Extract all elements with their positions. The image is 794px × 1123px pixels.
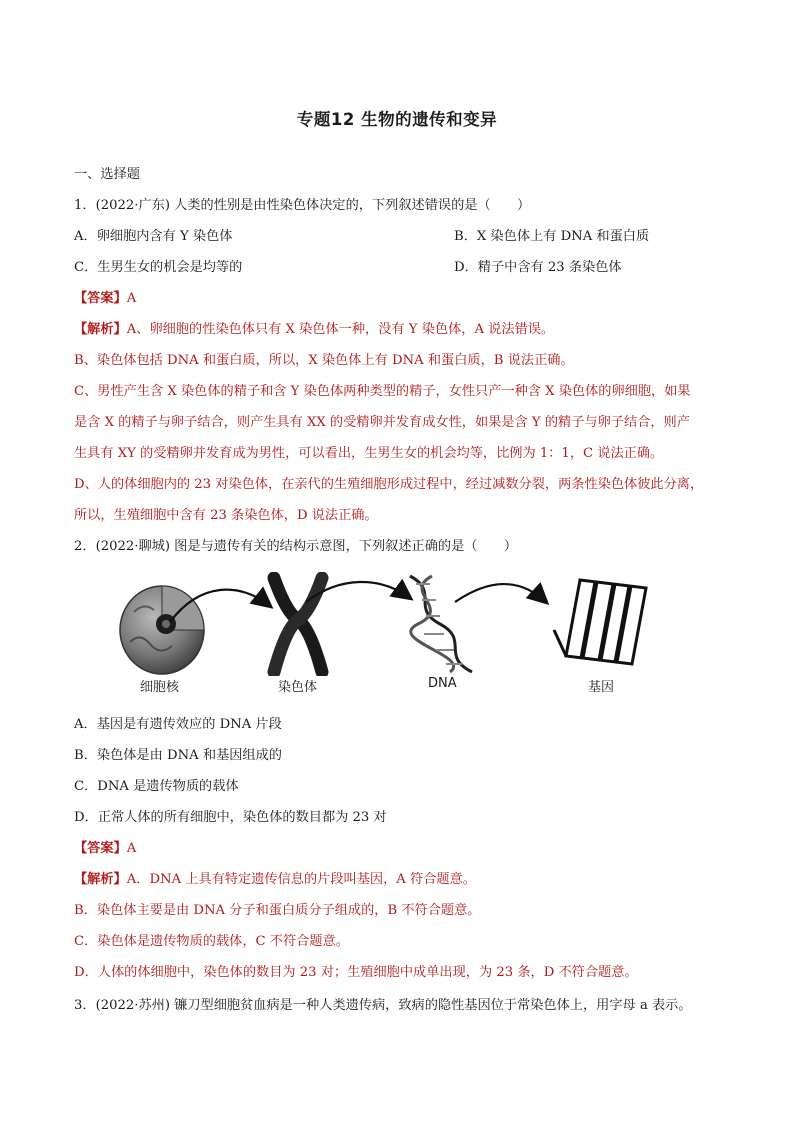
q2-option-c: C．DNA 是遗传物质的载体 — [74, 779, 239, 794]
q1-option-b: B．X 染色体上有 DNA 和蛋白质 — [454, 229, 650, 244]
genetics-structure-figure — [110, 572, 670, 702]
q2-analysis-3: C．染色体是遗传物质的载体，C 不符合题意。 — [74, 934, 349, 949]
label-cell-nucleus: 细胞核 — [140, 680, 180, 695]
q2-option-d: D．正常人体的所有细胞中，染色体的数目都为 23 对 — [74, 810, 387, 825]
q2-option-b: B．染色体是由 DNA 和基因组成的 — [74, 748, 282, 763]
q1-option-d: D．精子中含有 23 条染色体 — [454, 260, 622, 275]
label-chromosome: 染色体 — [278, 680, 318, 695]
q2-analysis-tag: 【解析】 — [74, 872, 127, 887]
q1-analysis-2: B、染色体包括 DNA 和蛋白质，所以，X 染色体上有 DNA 和蛋白质，B 说法正确。 — [74, 353, 574, 368]
page-title: 专题12 生物的遗传和变异 — [296, 110, 498, 129]
q2-analysis-2: B．染色体主要是由 DNA 分子和蛋白质分子组成的，B 不符合题意。 — [74, 903, 481, 918]
q2-option-a: A．基因是有遗传效应的 DNA 片段 — [74, 717, 282, 732]
q2-answer — [74, 840, 726, 858]
q1-option-a: A．卵细胞内含有 Y 染色体 — [74, 229, 233, 244]
q1-option-c: C．生男生女的机会是均等的 — [74, 260, 243, 275]
q1-answer-value: A — [126, 291, 137, 306]
chromosome-image — [274, 578, 322, 672]
label-dna: DNA — [428, 676, 457, 691]
q2-answer-value: A — [126, 841, 137, 856]
q1-options-row-2 — [74, 259, 726, 277]
q1-analysis-text: A、卵细胞的性染色体只有 X 染色体一种，没有 Y 染色体，A 说法错误。 — [126, 322, 555, 337]
q1-analysis-4: 是含 X 的精子与卵子结合，则产生具有 XX 的受精卵并发育成女性，如果是含 Y 的精子与卵子结合，则产 — [74, 415, 690, 430]
q2-analysis-1 — [74, 871, 726, 889]
q2-stem: 2．(2022·聊城) 图是与遗传有关的结构示意图，下列叙述正确的是（ ） — [74, 539, 518, 554]
q1-analysis-7: 所以，生殖细胞中含有 23 条染色体，D 说法正确。 — [74, 508, 378, 523]
dna-helix-image — [410, 576, 472, 672]
q3-stem: 3．(2022·苏州) 镰刀型细胞贫血病是一种人类遗传病，致病的隐性基因位于常染色体上，用字母 a 表示。 — [74, 998, 692, 1013]
q1-analysis-1 — [74, 321, 726, 339]
q1-answer-tag: 【答案】 — [74, 291, 127, 306]
q1-analysis-tag: 【解析】 — [74, 322, 127, 337]
q1-analysis-5: 生具有 XY 的受精卵并发育成为男性，可以看出，生男生女的机会均等，比例为 1：1，C 说法正确。 — [74, 446, 664, 461]
q2-answer-tag: 【答案】 — [74, 841, 127, 856]
q1-analysis-6: D、人的体细胞内的 23 对染色体，在亲代的生殖细胞形成过程中，经过减数分裂，两条性染色体彼此分离， — [74, 477, 704, 492]
genetics-diagram — [110, 572, 670, 676]
q2-analysis-4: D．人体的体细胞中，染色体的数目为 23 对；生殖细胞中成单出现，为 23 条，D 不符合题意。 — [74, 965, 638, 980]
q1-analysis-3: C、男性产生含 X 染色体的精子和含 Y 染色体两种类型的精子，女性只产一种含 X 染色体的卵细胞，如果 — [74, 384, 691, 399]
cell-nucleus-image — [120, 586, 204, 674]
q1-options-row-1 — [74, 228, 726, 246]
q1-answer — [74, 290, 726, 308]
label-gene: 基因 — [588, 680, 615, 695]
q2-analysis-text: A．DNA 上具有特定遗传信息的片段叫基因，A 符合题意。 — [126, 872, 476, 887]
section-heading: 一、选择题 — [74, 167, 140, 182]
gene-segment-image — [554, 580, 646, 664]
q1-stem: 1．(2022·广东) 人类的性别是由性染色体决定的，下列叙述错误的是（ ） — [74, 198, 531, 213]
